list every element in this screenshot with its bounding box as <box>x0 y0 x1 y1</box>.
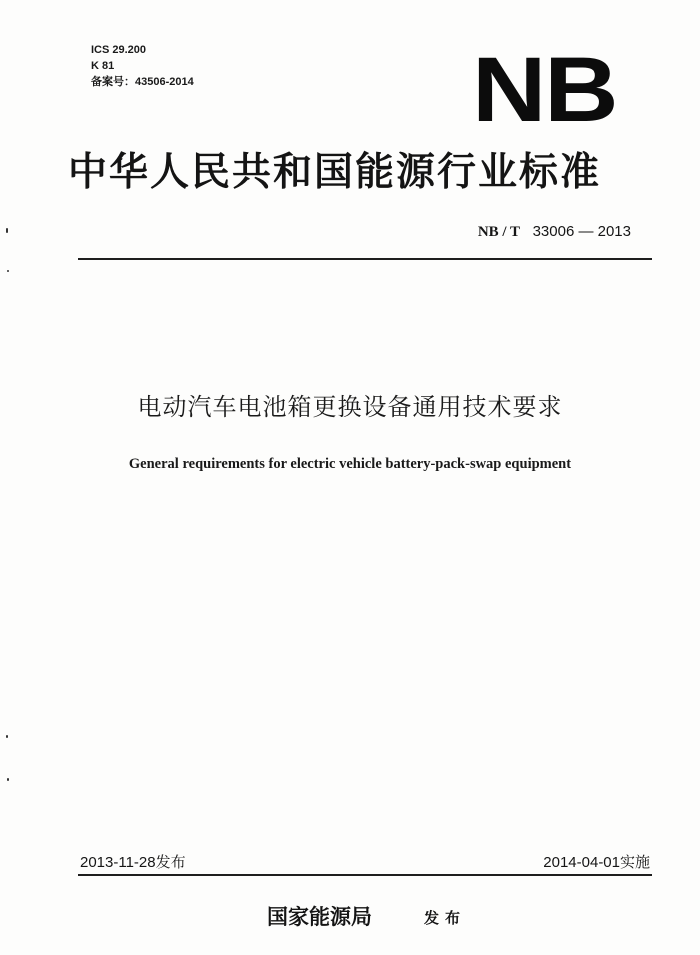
class-code: K 81 <box>91 60 115 72</box>
ics-code: ICS 29.200 <box>91 44 147 56</box>
publisher-name: 国家能源局 <box>267 904 372 929</box>
scan-speck <box>7 778 9 781</box>
standard-code <box>478 222 631 242</box>
document-title-english: General requirements for electric vehicle battery-pack-swap equipment <box>128 456 572 472</box>
publish-verb: 发布 <box>424 909 467 927</box>
top-divider <box>78 258 652 260</box>
scan-speck <box>6 735 8 738</box>
standard-code-prefix: NB / T <box>477 224 521 240</box>
issue-date: 2013-11-28发布 <box>80 854 186 871</box>
implementation-date: 2014-04-01实施 <box>543 854 650 871</box>
scan-speck <box>7 270 9 272</box>
bottom-divider <box>78 874 652 876</box>
standard-organization-title: 中华人民共和国能源行业标准 <box>68 149 602 195</box>
document-title-chinese: 电动汽车电池箱更换设备通用技术要求 <box>137 393 563 421</box>
classification-block <box>91 42 194 90</box>
standard-code-number: 33006 — 2013 <box>532 223 631 240</box>
nb-logo: NB <box>472 39 617 141</box>
filing-number: 备案号：43506-2014 <box>91 76 194 88</box>
scan-speck <box>6 228 8 233</box>
